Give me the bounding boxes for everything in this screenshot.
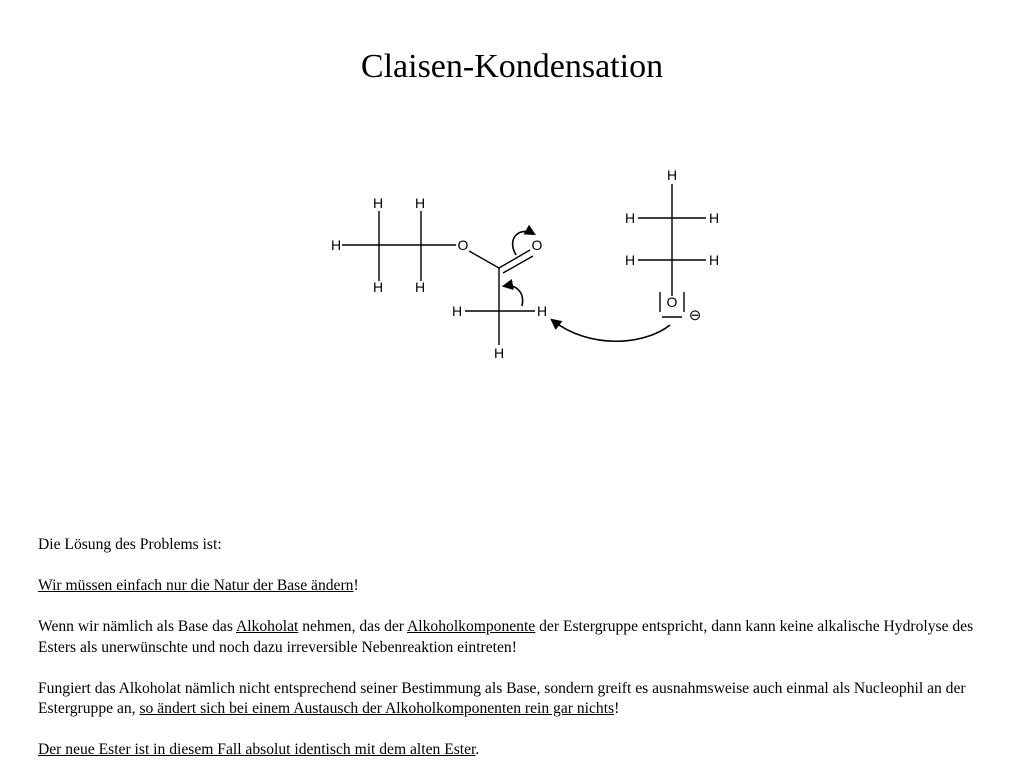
atom-h: H (414, 195, 426, 211)
page-title: Claisen-Kondensation (360, 48, 664, 85)
paragraph-5: Der neue Ester ist in diesem Fall absolut identisch mit dem alten Ester. (38, 741, 480, 758)
paragraph-1: Die Lösung des Problems ist: (38, 536, 222, 553)
nucleophile-arrow (552, 320, 670, 341)
atom-h: H (666, 167, 678, 183)
ch-bond-arrow (504, 286, 523, 306)
atom-h: H (372, 195, 384, 211)
atom-o-ester: O (457, 237, 469, 253)
atom-h: H (414, 279, 426, 295)
atom-h: H (536, 303, 548, 319)
atom-h: H (330, 237, 342, 253)
atom-o-carbonyl: O (531, 237, 543, 253)
atom-h: H (708, 252, 720, 268)
atom-h: H (624, 252, 636, 268)
electron-arrows (504, 231, 670, 341)
ethyl-ester-bonds (342, 211, 535, 345)
paragraph-4: Fungiert das Alkoholat nämlich nicht entsprechend seiner Bestimmung als Base, sondern greift es ausnahmsweise auch einmal als Nucleophil an der Estergruppe an, so ändert sich bei einem Austausch der Alkoholkomponenten rein gar nichts! (38, 679, 966, 717)
atom-h: H (372, 279, 384, 295)
paragraph-2: Wir müssen einfach nur die Natur der Base ändern! (38, 577, 359, 594)
explanation-text (38, 535, 988, 761)
atom-h: H (493, 345, 505, 361)
atom-o-alkoxide: O (666, 294, 678, 310)
atom-h: H (708, 210, 720, 226)
paragraph-3: Wenn wir nämlich als Base das Alkoholat nehmen, das der Alkoholkomponente der Estergruppe entspricht, dann kann keine alkalische Hydrolyse des Esters als unerwünschte und noch dazu irreversible Nebenreaktion eintreten! (38, 618, 974, 656)
atom-h: H (451, 303, 463, 319)
ethyl-ester-atoms (331, 195, 547, 361)
negative-charge: ⊖ (688, 307, 702, 324)
atom-h: H (624, 210, 636, 226)
